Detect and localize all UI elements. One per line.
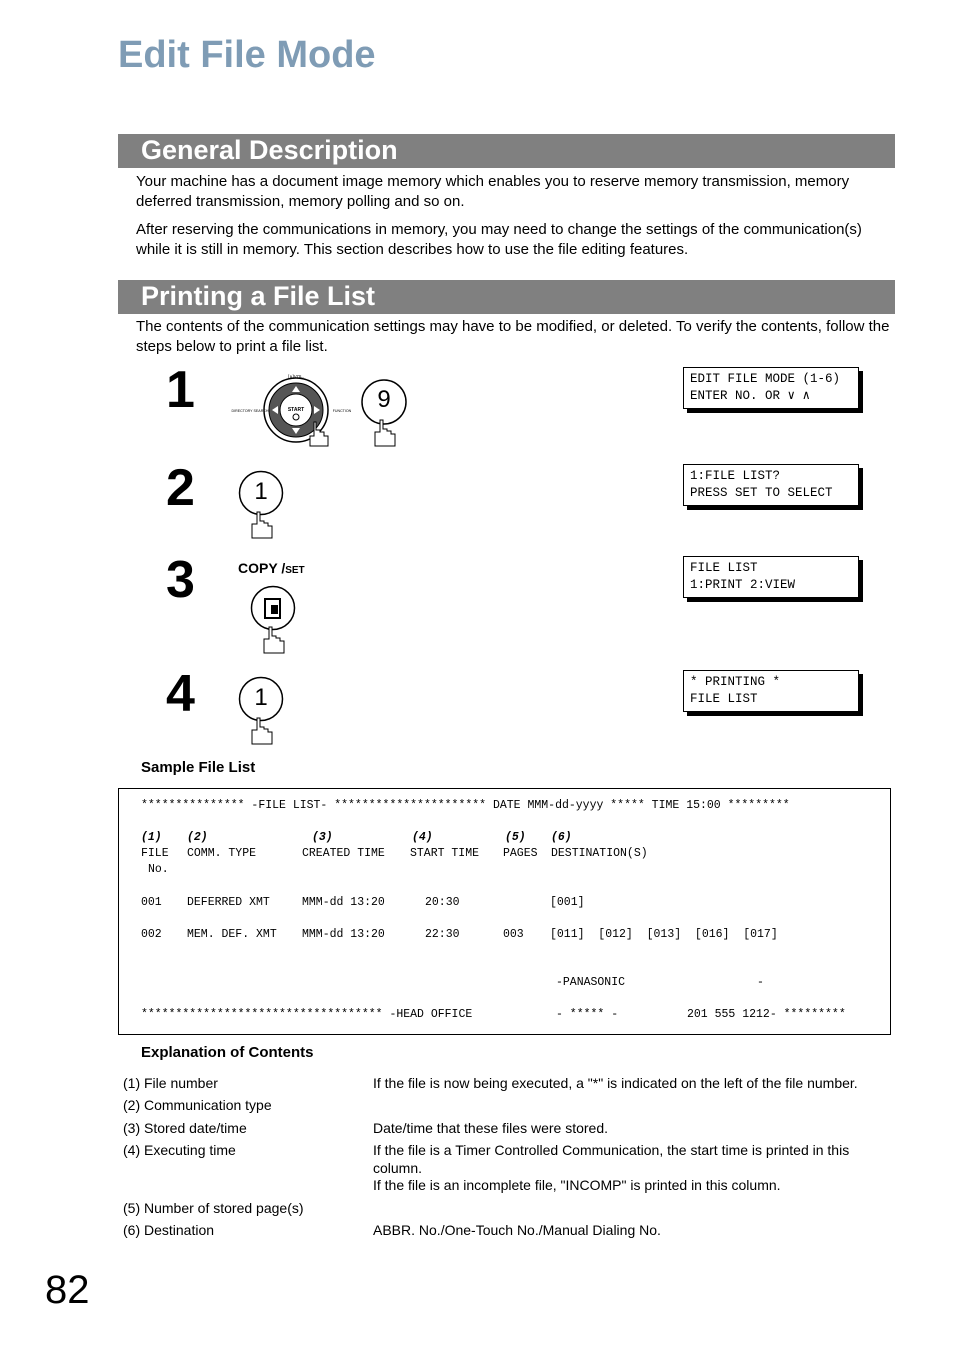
step-number: 2 [166, 459, 195, 517]
control-panel-illustration [231, 370, 356, 450]
key-label: 1 [254, 684, 268, 711]
explanation-desc-2: If the file is an incomplete file, "INCOMP" is printed in this column. [373, 1177, 781, 1193]
sample-file-list-heading: Sample File List [141, 759, 256, 776]
explanation-label: (2) Communication type [123, 1097, 272, 1113]
col-num: (2) [187, 831, 208, 844]
lcd-line-1: * PRINTING * [690, 675, 781, 689]
table-cell: [001] [550, 896, 585, 909]
col-num: (1) [141, 831, 162, 844]
explanation-desc: If the file is now being executed, a "*" is indicated on the left of the file number. [373, 1075, 858, 1091]
key-label: 9 [377, 386, 391, 413]
control-panel-icon [231, 370, 356, 450]
col-head: START TIME [410, 847, 480, 860]
step-number: 1 [166, 361, 195, 419]
step-number: 4 [166, 665, 195, 723]
list-header-line: *************** -FILE LIST- ********************** DATE MMM-dd-yyyy ***** TIME 15:00 ********* [141, 799, 790, 812]
general-paragraph-2: After reserving the communications in memory, you may need to change the settings of the communication(s) while it is still in memory. This section describes how to use the file editing features. [136, 221, 862, 258]
col-head: DESTINATION(S) [551, 847, 648, 860]
explanation-desc: Date/time that these files were stored. [373, 1120, 608, 1136]
explanation-label: (6) Destination [123, 1222, 215, 1238]
col-head: COMM. TYPE [187, 847, 257, 860]
key-label: 1 [254, 478, 268, 505]
lcd-line-1: FILE LIST [690, 561, 758, 575]
table-cell: MEM. DEF. XMT [187, 928, 277, 941]
panel-center-label: START [287, 407, 305, 413]
table-cell: [011] [012] [013] [016] [017] [550, 928, 778, 941]
col-head: PAGES [503, 847, 538, 860]
explanation-label: (3) Stored date/time [123, 1120, 247, 1136]
col-num: (3) [312, 831, 333, 844]
lcd-line-2: ENTER NO. OR ∨ ∧ [690, 389, 811, 403]
general-paragraph-1: Your machine has a document image memory which enables you to reserve memory transmission, memory deferred transmission, memory polling and so on. [136, 173, 850, 210]
table-cell: MMM-dd 13:20 [302, 896, 385, 909]
table-cell: DEFERRED XMT [187, 896, 270, 909]
table-cell: 20:30 [425, 896, 460, 909]
section-heading-general: General Description [118, 134, 895, 168]
col-head: CREATED TIME [302, 847, 385, 860]
lcd-line-1: EDIT FILE MODE (1-6) [690, 372, 841, 386]
lcd-line-2: 1:PRINT 2:VIEW [690, 578, 796, 592]
printing-paragraph-1: The contents of the communication settings may have to be modified, or deleted. To verify the contents, follow the steps below to print a file list. [136, 318, 890, 355]
lcd-display [683, 367, 859, 409]
table-cell: 001 [141, 896, 162, 909]
key-button[interactable] [238, 676, 288, 746]
key-button[interactable] [238, 470, 288, 540]
footer-phone: 201 555 1212- ********* [687, 1008, 846, 1021]
footer-office: *********************************** -HEAD OFFICE [141, 1008, 473, 1021]
section-heading-printing: Printing a File List [118, 280, 895, 314]
explanation-desc: If the file is a Timer Controlled Communication, the start time is printed in this column. [373, 1142, 850, 1176]
table-cell: 003 [503, 928, 524, 941]
footer-dash: - [757, 976, 764, 989]
panel-top-label: [∧]VOL. [287, 374, 305, 379]
copy-set-icon [250, 585, 300, 655]
copy-set-label: COPY /SET [238, 560, 305, 576]
col-num: (4) [412, 831, 433, 844]
page-title: Edit File Mode [118, 34, 376, 76]
lcd-display [683, 464, 859, 506]
table-cell: 22:30 [425, 928, 460, 941]
panel-right-label: FUNCTION [332, 409, 352, 413]
panel-left-label: DIRECTORY SEARCH [231, 409, 269, 413]
table-cell: 002 [141, 928, 162, 941]
table-cell: MMM-dd 13:20 [302, 928, 385, 941]
col-head: FILE [141, 847, 169, 860]
col-subhead: No. [148, 863, 169, 876]
col-num: (5) [505, 831, 526, 844]
col-num: (6) [551, 831, 572, 844]
footer-company: -PANASONIC [556, 976, 626, 989]
key-button[interactable] [360, 378, 410, 448]
page-number: 82 [45, 1268, 90, 1312]
lcd-display [683, 556, 859, 598]
explanation-label: (1) File number [123, 1075, 218, 1091]
explanation-label: (4) Executing time [123, 1142, 236, 1158]
explanation-label: (5) Number of stored page(s) [123, 1200, 304, 1216]
step-number: 3 [166, 551, 195, 609]
footer-stars: - ***** - [556, 1008, 619, 1021]
explanation-desc: ABBR. No./One-Touch No./Manual Dialing No. [373, 1222, 661, 1238]
lcd-display [683, 670, 859, 712]
sample-file-list [118, 788, 891, 1035]
copy-set-button[interactable] [250, 585, 300, 655]
lcd-line-2: PRESS SET TO SELECT [690, 486, 833, 500]
explanation-heading: Explanation of Contents [141, 1044, 314, 1061]
lcd-line-1: 1:FILE LIST? [690, 469, 781, 483]
lcd-line-2: FILE LIST [690, 692, 758, 706]
